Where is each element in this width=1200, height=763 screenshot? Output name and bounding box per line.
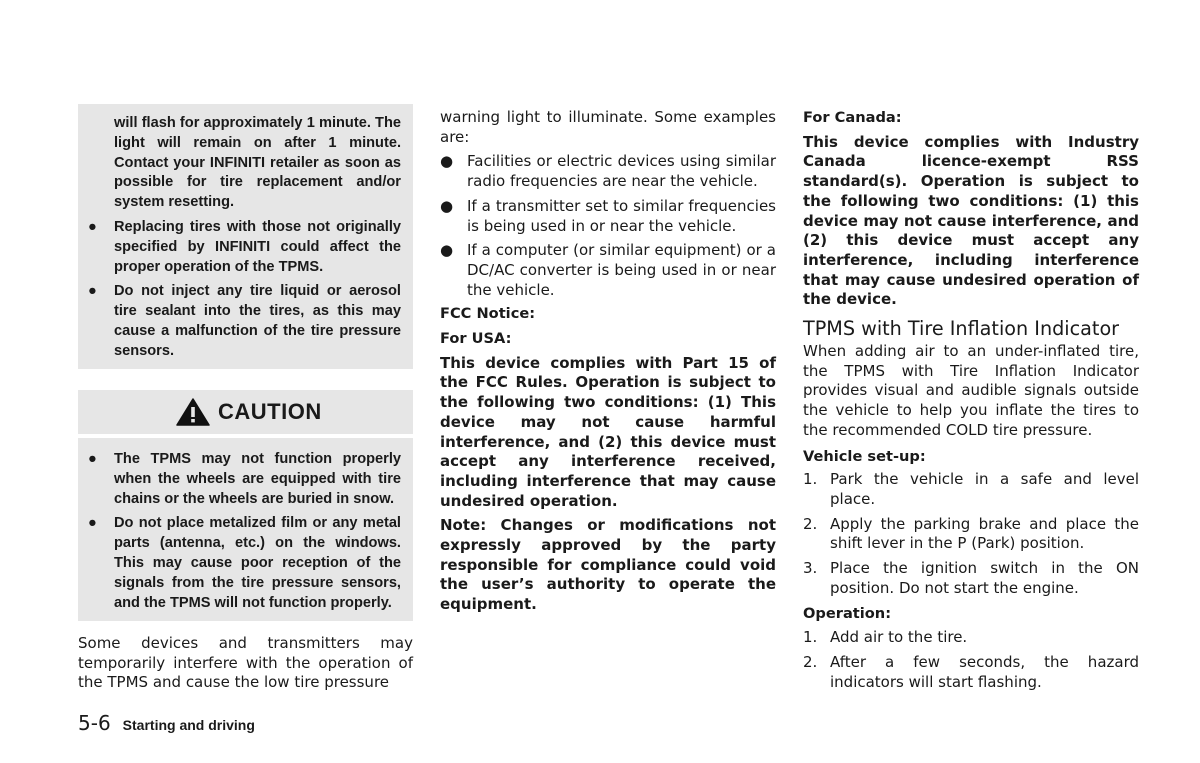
caution-header [78,390,413,434]
list-item [803,470,1139,509]
step-number: 2. [803,514,818,533]
bullet-icon: ● [440,196,454,215]
fcc-heading: FCC Notice: [440,305,536,323]
list-item [803,628,1139,648]
list-item [440,197,776,236]
list-item [78,218,401,277]
step-text: Apply the parking brake and place the shift lever in the P (Park) position. [830,514,1139,553]
warning-triangle-icon [176,398,210,426]
bullet-text: Replacing tires with those not originally specified by INFINITI could affect the proper operation of the TPMS. [114,218,401,275]
note-text: Note: Changes or modifications not expressly approved by the party responsible for compliance could void the user’s authority to operate the equipment. [440,516,776,614]
section-title: TPMS with Tire Inflation Indicator [803,317,1120,341]
caution-header-content [176,398,322,426]
step-text: Place the ignition switch in the ON position. Do not start the engine. [830,559,1139,597]
body-text: Some devices and transmitters may temporarily interfere with the operation of the TPMS and cause the low tire pressure [78,634,413,692]
step-number: 1. [803,470,818,489]
info-box-continuation: will flash for approximately 1 minute. The light will remain on after 1 minute. Contact your INFINITI retailer as soon as possible for tire replacement and/or system resetting. [114,115,401,211]
bullet-icon: ● [88,283,97,300]
bullet-icon: ● [440,152,454,171]
setup-heading: Vehicle set-up: [803,447,926,465]
step-number: 2. [803,652,818,671]
bullet-icon: ● [440,241,454,260]
section-name: Starting and driving [122,717,255,733]
page-number: 5-6 [78,711,111,735]
bullet-icon: ● [88,218,97,235]
list-item [803,653,1139,692]
column-3 [803,108,1139,692]
body-paragraph [78,634,413,693]
step-number: 1. [803,628,818,647]
intro-text: warning light to illuminate. Some examples are: [440,108,776,146]
bullet-text: If a computer (or similar equipment) or a DC/AC converter is being used in or near the vehicle. [467,241,776,299]
step-text: Add air to the tire. [830,628,968,647]
bullet-text: Do not place metalized film or any metal parts (antenna, etc.) on the windows. This may cause poor reception of the signals from the tire pressure sensors, and the TPMS will not function properly. [114,515,401,611]
canada-text: This device complies with Industry Canada licence-exempt RSS standard(s). Operation is subject to the following two conditions: (1) this device may not cause interference, and (2) this device must accept any interference, including interference that may cause undesired operation of the device. [803,132,1139,309]
list-item [440,152,776,191]
usa-text: This device complies with Part 15 of the FCC Rules. Operation is subject to the following two conditions: (1) This device may not cause harmful interference, and (2) this device must accept any interference received, including interference that may cause undesired operation. [440,353,776,510]
bullet-text: If a transmitter set to similar frequencies is being used in or near the vehicle. [467,196,776,235]
page-footer [78,711,255,735]
bullet-text: Do not inject any tire liquid or aerosol tire sealant into the tires, as this may cause a malfunction of the tire pressure sensors. [114,283,401,359]
bullet-text: Facilities or electric devices using similar radio frequencies are near the vehicle. [467,152,776,191]
list-item [803,559,1139,598]
usa-heading: For USA: [440,330,512,348]
step-number: 3. [803,559,818,578]
section-intro: When adding air to an under-inflated tire, the TPMS with Tire Inflation Indicator provides visual and audible signals outside the vehicle to help you inflate the tires to the recommended COLD tire pressure. [803,342,1139,439]
step-text: Park the vehicle in a safe and level place. [830,470,1139,508]
canada-heading: For Canada: [803,109,902,126]
operation-heading: Operation: [803,605,892,623]
bullet-icon: ● [88,451,97,467]
list-item [440,241,776,300]
info-box [78,114,401,362]
bullet-icon: ● [88,515,97,532]
caution-label: CAUTION [218,399,322,424]
caution-box [78,450,401,613]
list-item [803,515,1139,554]
list-item [78,514,401,613]
column-2 [440,108,776,615]
list-item [78,450,401,509]
step-text: After a few seconds, the hazard indicators will start flashing. [830,652,1139,691]
bullet-text: The TPMS may not function properly when the wheels are equipped with tire chains or the wheels are buried in snow. [114,451,401,507]
list-item [78,282,401,361]
